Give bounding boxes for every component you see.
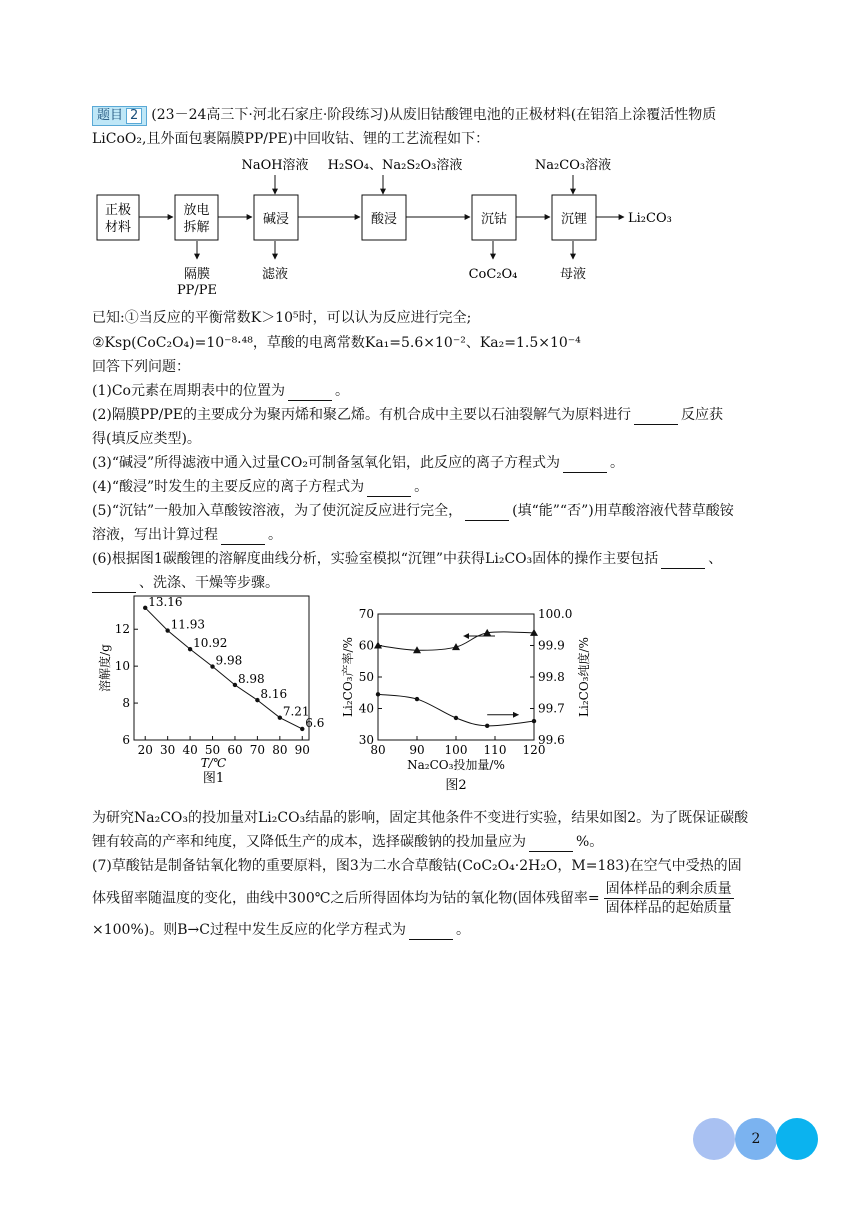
answer-blank[interactable] [288,386,332,401]
fig2-x-tick-label: 110 [483,743,507,757]
fig2-right-tick-label: 99.9 [538,638,565,653]
question-6-desc: 为研究Na₂CO₃的投加量对Li₂CO₃结晶的影响，固定其他条件不变进行实验，结果如图2。为了既保证碳酸 [92,810,749,826]
fig1-data-label: 8.98 [237,671,265,686]
question-tag: 题目 2 [92,106,147,126]
question-2-cont: 得(填反应类型)。 [92,431,201,447]
question-3: (3)“碱浸”所得滤液中通入过量CO₂可制备氢氧化铝，此反应的离子方程式为 。 [92,455,624,471]
fig2-right-tick-label: 99.6 [538,733,565,747]
fig1-y-axis-label: 溶解度/g [98,644,112,692]
fig2-left-tick-label: 60 [358,638,374,653]
answer-blank[interactable] [465,506,509,521]
fig1-data-point [278,715,282,719]
figure-1-solubility-chart [95,592,325,792]
fig2-yield-point [376,692,380,696]
intro-line-2: LiCoO₂,且外面包裹隔膜PP/PE)中回收钴、锂的工艺流程如下： [92,131,490,147]
box-acid-leach-label: 酸浸 [370,212,398,227]
answer-blank[interactable] [661,554,705,569]
footer-circle-middle [735,1118,777,1160]
fig1-x-tick-label: 30 [160,743,176,757]
fig1-x-axis-label: T/℃ [200,756,227,770]
known-line-1: 已知:①当反应的平衡常数K＞10⁵时，可以认为反应进行完全; [92,310,472,326]
answer-blank[interactable] [529,837,573,852]
question-6: (6)根据图1碳酸锂的溶解度曲线分析，实验室模拟“沉锂”中获得Li₂CO₃固体的操作主要包括 、 [92,551,723,567]
box-alkali-leach-label: 碱浸 [262,212,290,227]
fig1-x-tick-label: 50 [204,743,221,757]
fig1-data-point [188,647,192,651]
fig1-data-point [255,698,259,702]
fig1-data-label: 9.98 [215,653,243,668]
question-6-desc-cont: 锂有较高的产率和纯度，又降低生产的成本，选择碳酸钠的投加量应为 %。 [92,834,604,850]
fig2-yield-point [454,716,458,720]
fig1-y-tick-label: 6 [122,733,130,747]
footer-circle-left [693,1118,735,1160]
prompt-line: 回答下列问题： [92,359,190,375]
question-7-end: ×100%)。则B→C过程中发生反应的化学方程式为 。 [92,922,470,938]
fig2-right-tick-label: 99.8 [538,670,565,684]
box-discharge-dismantle-label: 放电 [183,203,210,218]
question-6-cont: 、洗涤、干燥等步骤。 [92,573,279,593]
fig2-x-tick-label: 100 [444,743,468,757]
question-7: (7)草酸钴是制备钴氧化物的重要原料，图3为二水合草酸钴(CoC₂O₄·2H₂O，M=183)在空气中受热的固 [92,858,742,874]
fig1-data-label: 8.16 [260,687,288,702]
box-cathode-material-label: 材料 [104,220,132,235]
fig2-yield-curve [378,694,534,726]
question-5: (5)“沉钴”一般加入草酸铵溶液，为了使沉淀反应进行完全， (填“能”“否”)用草酸溶液代替草酸铵 [92,503,734,519]
answer-blank[interactable] [367,482,411,497]
question-2: (2)隔膜PP/PE的主要成分为聚丙烯和聚乙烯。有机合成中主要以石油裂解气为原料进行 反应获 [92,407,724,423]
output-filtrate: 滤液 [261,267,289,282]
reagent-acid: H₂SO₄、Na₂S₂O₃溶液 [327,158,463,173]
reagent-na2co3: Na₂CO₃溶液 [534,158,612,173]
output-separator: PP/PE [176,283,218,298]
fig2-left-tick-label: 30 [358,733,374,747]
fig2-left-tick-label: 50 [358,670,374,684]
fig2-x-tick-label: 90 [409,743,425,757]
box-cobalt-precipitation-label: 沉钴 [480,212,508,227]
fig1-data-point [210,664,214,668]
figure-2-yield-purity-chart [340,600,610,800]
fig1-x-tick-label: 80 [272,743,288,757]
box-cathode-material-label: 正极 [104,203,132,218]
process-flow-diagram [0,145,868,305]
box-discharge-dismantle-label: 拆解 [183,220,210,235]
fig2-left-axis-label: Li₂CO₃产率/% [341,637,355,717]
output-cobalt-oxalate: CoC₂O₄ [468,267,518,282]
fig1-caption: 图1 [202,771,225,786]
fig2-x-axis-label: Na₂CO₃投加量/% [407,758,505,772]
reagent-naoh: NaOH溶液 [241,158,309,173]
question-4: (4)“酸浸”时发生的主要反应的离子方程式为 。 [92,479,429,495]
question-number: 2 [126,108,142,124]
fig2-x-tick-label: 80 [370,743,386,757]
answer-blank[interactable] [634,410,678,425]
fig1-x-tick-label: 40 [182,743,198,757]
intro-line-1: 题目 2 (23－24高三下·河北石家庄·阶段练习)从废旧钴酸锂电池的正极材料(在铝箔上涂覆活性物质 [92,105,716,126]
answer-blank[interactable] [409,925,453,940]
page-number: 2 [751,1131,761,1147]
question-1: (1)Co元素在周期表中的位置为 。 [92,383,349,399]
fig1-x-tick-label: 20 [137,743,153,757]
known-line-2: ②Ksp(CoC₂O₄)=10⁻⁸·⁴⁸，草酸的电离常数Ka₁=5.6×10⁻²、Ka₂=1.5×10⁻⁴ [92,335,581,351]
fig1-data-point [300,727,304,731]
fig2-left-tick-label: 40 [358,701,374,716]
fig1-data-label: 11.93 [170,617,206,632]
fig1-data-label: 7.21 [282,704,310,719]
fig1-y-tick-label: 12 [114,622,130,637]
fig1-y-tick-label: 8 [122,696,130,711]
output-mother-liquor: 母液 [559,267,587,282]
fig1-x-tick-label: 70 [249,743,266,757]
fig2-yield-point [532,719,536,723]
fig1-data-point [165,628,169,632]
fig2-yield-point [485,724,489,728]
fig2-right-tick-label: 100.0 [538,607,573,621]
fig1-x-tick-label: 60 [227,743,243,757]
residue-rate-fraction: $\frac{\text{固体样品的剩余质量}}{\text{固体样品的起始质量}}$ [605,881,732,916]
fig1-data-label: 6.6 [305,715,325,730]
footer-circle-right [776,1118,818,1160]
fig2-plot-frame [378,614,534,740]
fig1-x-tick-label: 90 [294,743,310,757]
fig2-left-tick-label: 70 [358,607,374,621]
fig2-x-tick-label: 120 [522,743,546,757]
fig2-right-axis-label: Li₂CO₃纯度/% [577,637,591,717]
fig1-data-point [233,683,237,687]
output-separator: 隔膜 [183,267,211,282]
box-lithium-precipitation-label: 沉锂 [560,212,588,227]
product-li2co3: Li₂CO₃ [628,211,672,226]
question-5-cont: 溶液，写出计算过程 。 [92,527,282,543]
fig2-yield-point [415,697,419,701]
fig1-data-label: 10.92 [193,636,228,651]
fig1-solubility-line [145,608,302,729]
fig1-y-tick-label: 10 [114,659,130,674]
answer-blank[interactable] [563,458,607,473]
fig2-right-tick-label: 99.7 [538,701,565,716]
fig1-data-point [143,606,147,610]
question-7-cont: 体残留率随温度的变化，曲线中300℃之后所得固体均为钴的氧化物(固体残留率= $\frac{\text{固体样品的剩余质量}}{\text{固体样品的起始质量}}$ [92,881,732,916]
answer-blank[interactable] [221,530,265,545]
fig2-caption: 图2 [445,778,467,793]
fig1-data-label: 13.16 [148,594,183,609]
answer-blank[interactable] [92,578,136,593]
